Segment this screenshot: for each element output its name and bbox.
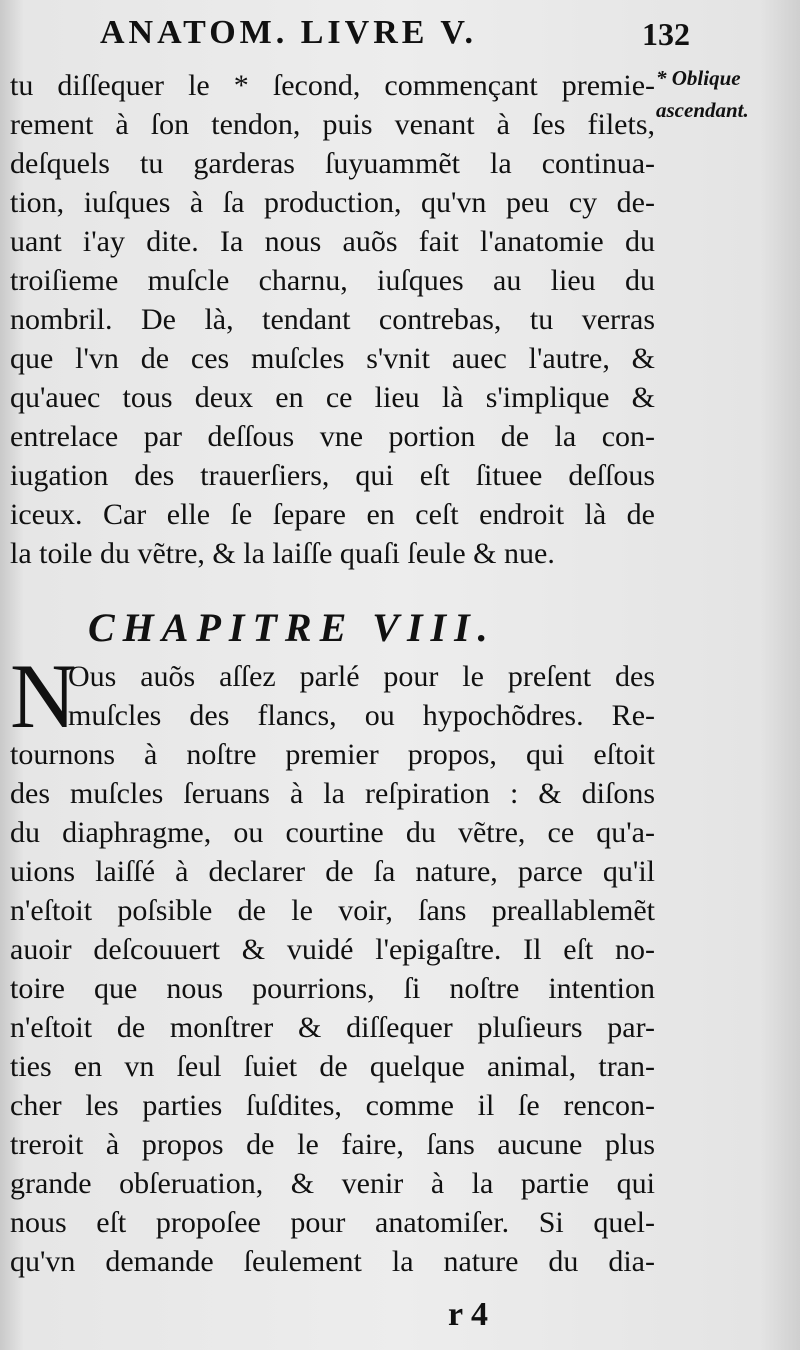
signature-mark: r 4 [448,1296,488,1333]
text-line: qu'auec tous deux en ce lieu là s'implique & [10,381,655,414]
text-line: treroit à propos de le faire, ſans aucune plus [10,1128,655,1161]
text-line: n'eſtoit poſsible de le voir, ſans preallablemẽt [10,894,655,927]
text-line: auoir deſcouuert & vuidé l'epigaſtre. Il eſt no- [10,933,655,966]
text-line: tion, iuſques à ſa production, qu'vn peu cy de- [10,186,655,219]
text-line: que l'vn de ces muſcles s'vnit auec l'autre, & [10,342,655,375]
text-line: toire que nous pourrions, ſi noſtre intention [10,972,655,1005]
text-line: qu'vn demande ſeulement la nature du dia- [10,1245,655,1278]
text-line: la toile du vẽtre, & la laiſſe quaſi ſeule & nue. [10,537,555,570]
text-line: entrelace par deſſous vne portion de la con- [10,420,655,453]
text-line: cher les parties ſuſdites, comme il ſe rencon- [10,1089,655,1122]
text-line: muſcles des flancs, ou hypochõdres. Re- [68,699,655,732]
text-line: nombril. De là, tendant contrebas, tu verras [10,303,655,336]
text-line: troiſieme muſcle charnu, iuſques au lieu du [10,264,655,297]
page-header [100,10,700,50]
text-line: uions laiſſé à declarer de ſa nature, parce qu'il [10,855,655,888]
marginal-note-marker: * Oblique [656,66,741,90]
text-line: iceux. Car elle ſe ſepare en ceſt endroit là de [10,498,655,531]
running-head: ANATOM. LIVRE V. [100,14,477,51]
text-line: deſquels tu garderas ſuyuammẽt la continua- [10,147,655,180]
marginal-note-text: ascendant. [656,98,749,122]
paragraph-1 [10,66,655,573]
text-line: du diaphragme, ou courtine du vẽtre, ce qu'a- [10,816,655,849]
text-line: ties en vn ſeul ſuiet de quelque animal, tran- [10,1050,655,1083]
paragraph-2 [10,645,655,1281]
text-line: nous eſt propoſee pour anatomiſer. Si quel- [10,1206,655,1239]
page-number: 132 [642,16,690,52]
text-line: iugation des trauerſiers, qui eſt ſituee deſſous [10,459,655,492]
text-line: des muſcles ſeruans à la reſpiration : & diſons [10,777,655,810]
text-line: Ous auõs aſſez parlé pour le preſent des [68,660,655,693]
chapter-title: CHAPITRE VIII. [88,605,496,650]
text-line: uant i'ay dite. Ia nous auõs fait l'anatomie du [10,225,655,258]
text-line: tournons à noſtre premier propos, qui eſtoit [10,738,655,771]
marginal-note [656,62,796,126]
drop-cap: N [10,645,77,747]
text-line: n'eſtoit de monſtrer & diſſequer pluſieurs par- [10,1011,655,1044]
text-line: tu diſſequer le * ſecond, commençant premie- [10,69,655,102]
text-line: rement à ſon tendon, puis venant à ſes filets, [10,108,655,141]
text-line: grande obſeruation, & venir à la partie qui [10,1167,655,1200]
